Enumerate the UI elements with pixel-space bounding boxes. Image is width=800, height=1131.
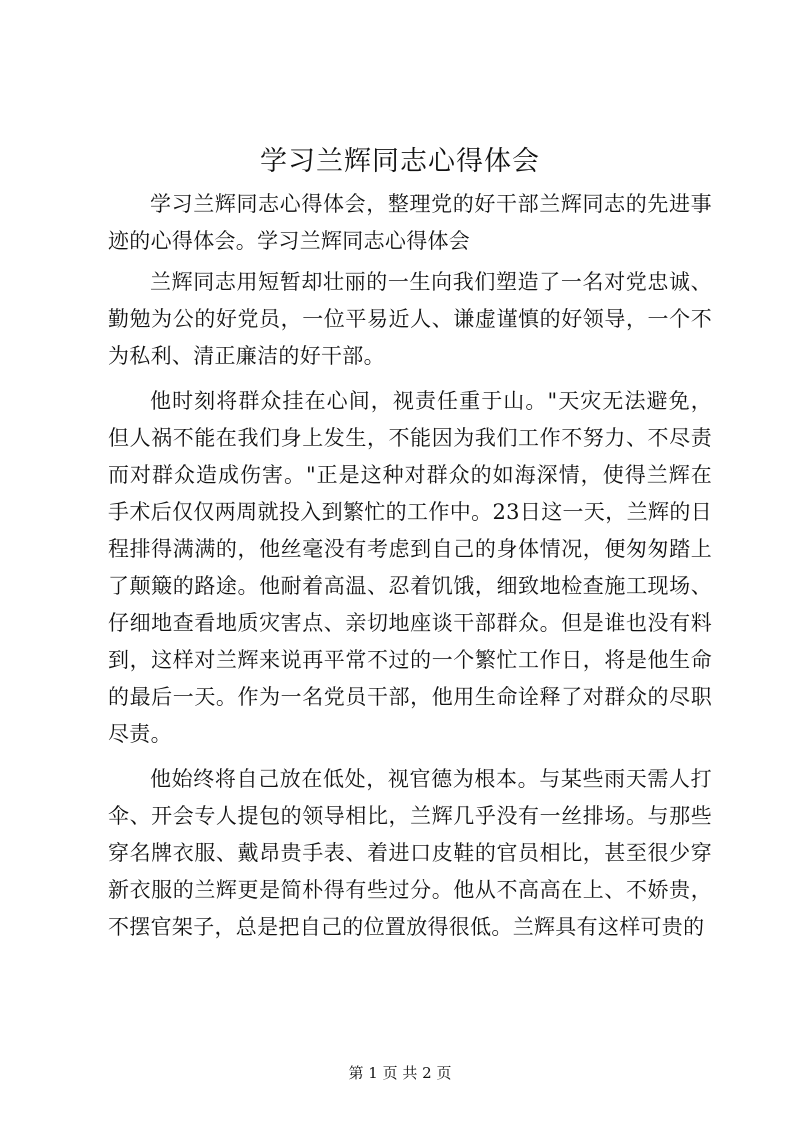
document-title: 学习兰辉同志心得体会 (260, 146, 540, 177)
document-body (108, 186, 712, 954)
paragraph-humility: 他始终将自己放在低处，视官德为根本。与某些雨天需人打伞、开会专人提包的领导相比，兰辉几乎没有一丝排场。与那些穿名牌衣服、戴昂贵手表、着进口皮鞋的官员相比，甚至很少穿新衣服的兰辉更是简朴得有些过分。他从不高高在上、不娇贵，不摆官架子，总是把自己的位置放得很低。兰辉具有这样可贵的 (108, 767, 712, 939)
page-footer: 第 1 页 共 2 页 (348, 1064, 452, 1082)
paragraph-summary: 兰辉同志用短暂却壮丽的一生向我们塑造了一名对党忠诚、勤勉为公的好党员，一位平易近人、谦虚谨慎的好领导，一个不为私利、清正廉洁的好干部。 (108, 270, 712, 368)
paragraph-intro: 学习兰辉同志心得体会，整理党的好干部兰辉同志的先进事迹的心得体会。学习兰辉同志心得体会 (108, 192, 712, 253)
paragraph-people-first: 他时刻将群众挂在心间，视责任重于山。"天灾无法避免，但人祸不能在我们身上发生，不能因为我们工作不努力、不尽责而对群众造成伤害。"正是这种对群众的如海深情，使得兰辉在手术后仅仅两周就投入到繁忙的工作中。23日这一天，兰辉的日程排得满满的，他丝毫没有考虑到自己的身体情况，便匆匆踏上了颠簸的路途。他耐着高温、忍着饥饿，细致地检查施工现场、仔细地查看地质灾害点、亲切地座谈干部群众。但是谁也没有料到，这样对兰辉来说再平常不过的一个繁忙工作日，将是他生命的最后一天。作为一名党员干部，他用生命诠释了对群众的尽职尽责。 (108, 389, 712, 746)
